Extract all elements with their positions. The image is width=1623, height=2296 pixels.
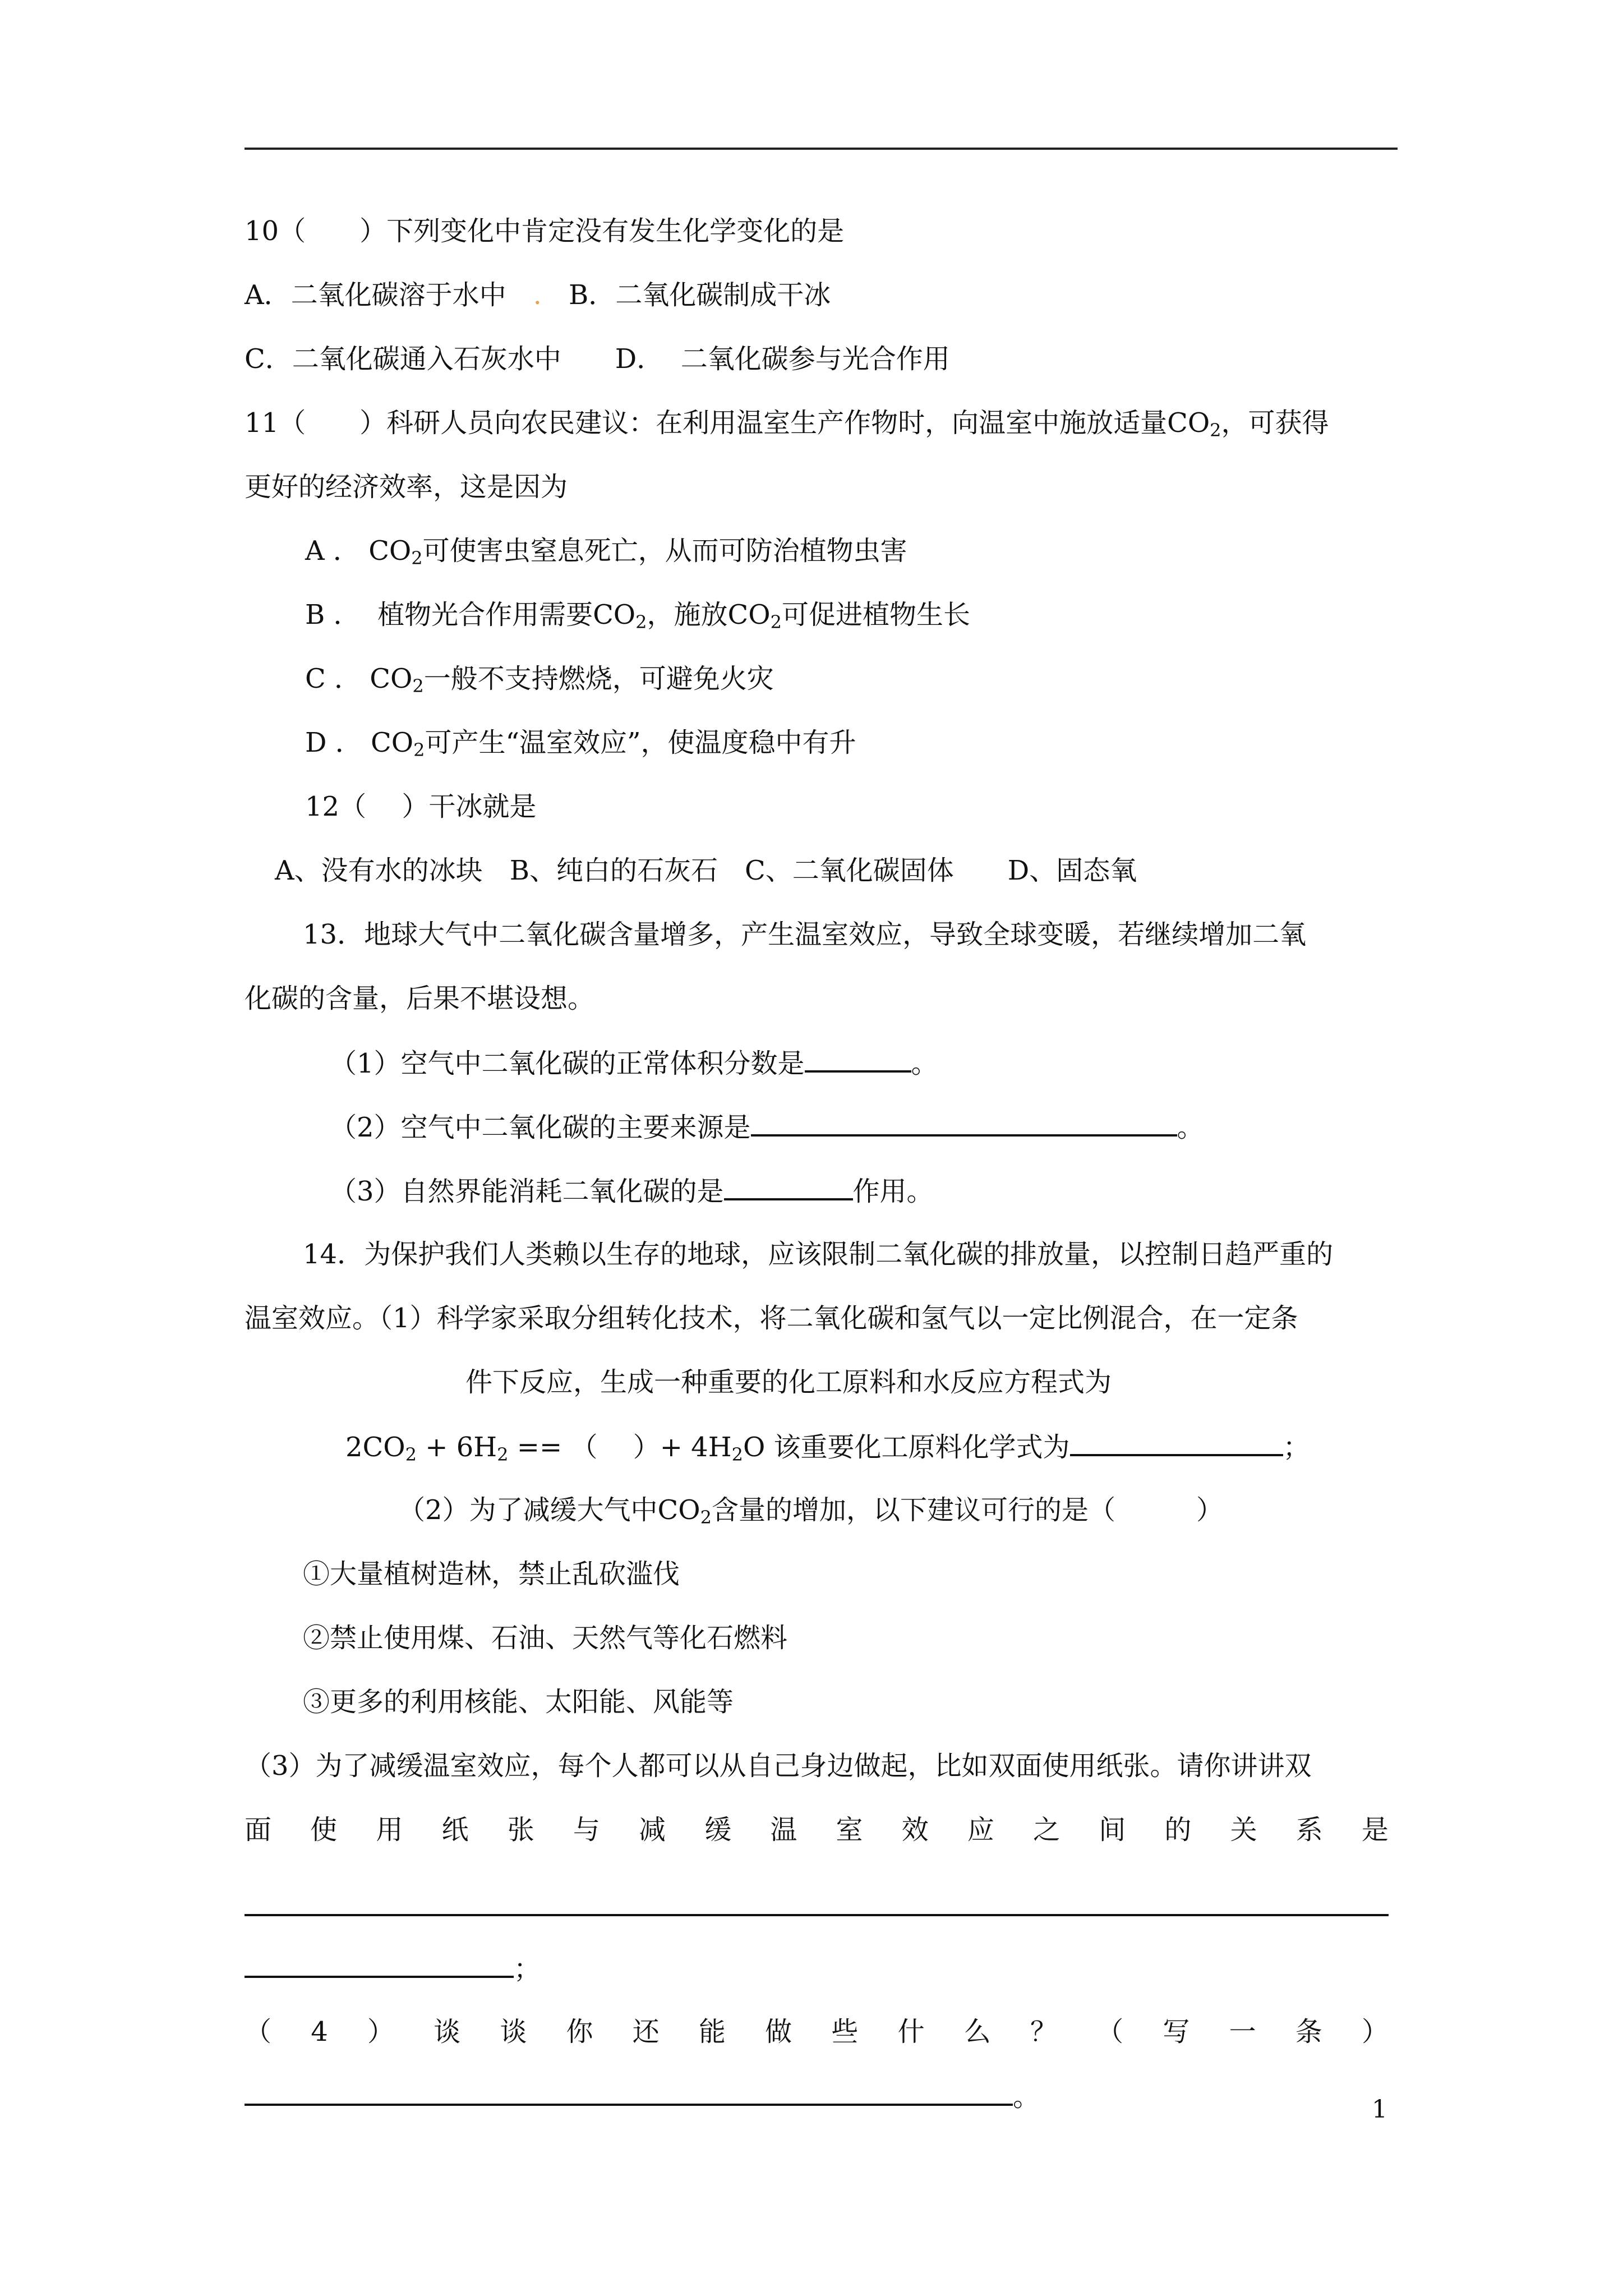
q10-option-a: A．二氧化碳溶于水中 bbox=[245, 279, 506, 311]
q11-option-c: C ． $CO_2$一般不支持燃烧，可避免火灾 bbox=[305, 663, 774, 697]
q14-equation: $2CO_2 + 6H_2$ == （ ）+ $4H_2O$ 该重要化工原料化学式为 ； bbox=[345, 1428, 1310, 1473]
answer-line[interactable] bbox=[245, 1914, 1389, 1916]
answer-blank[interactable] bbox=[751, 1108, 1177, 1137]
q12-options bbox=[275, 853, 1137, 889]
answer-blank[interactable] bbox=[245, 1950, 514, 1978]
q14-part4-line1: （ 4 ） 谈 谈 你 还 能 做 些 什 么 ？ （ 写 一 条 ） bbox=[245, 2016, 1389, 2047]
q12-stem: 12（ ）干冰就是 bbox=[305, 791, 537, 822]
q11-option-a: A ． $CO_2$可使害虫窒息死亡，从而可防治植物虫害 bbox=[305, 535, 907, 569]
q11-stem-line1: 11（ ）科研人员向农民建议：在利用温室生产作物时，向温室中施放适量$CO_2$，可获得 bbox=[245, 407, 1329, 441]
q13-part2: （2）空气中二氧化碳的主要来源是 。 bbox=[330, 1108, 1204, 1145]
q14-part3-line3: ； bbox=[245, 1950, 541, 1987]
q12-option-a: A、没有水的冰块 bbox=[275, 855, 483, 886]
page-number: 1 bbox=[1372, 2095, 1387, 2124]
q13-stem-line1: 13．地球大气中二氧化碳含量增多，产生温室效应，导致全球变暖，若继续增加二氧 bbox=[303, 919, 1307, 950]
q14-part2: （2）为了减缓大气中$CO_2$含量的增加，以下建议可行的是（ ） bbox=[398, 1494, 1223, 1528]
q14-part4-line2: 。 bbox=[245, 2078, 1040, 2115]
q10-option-b: B．二氧化碳制成干冰 bbox=[568, 279, 831, 311]
q14-stem-line3: 件下反应，生成一种重要的化工原料和水反应方程式为 bbox=[465, 1366, 1112, 1398]
q14-stem-line2: 温室效应。（1）科学家采取分组转化技术，将二氧化碳和氢气以一定比例混合，在一定条 bbox=[245, 1303, 1298, 1334]
q14-stem-line1: 14．为保护我们人类赖以生存的地球，应该限制二氧化碳的排放量，以控制日趋严重的 bbox=[303, 1239, 1334, 1270]
answer-blank[interactable] bbox=[724, 1172, 853, 1200]
q14-part3-line2: 面 使 用 纸 张 与 减 缓 温 室 效 应 之 间 的 关 系 是 bbox=[245, 1814, 1389, 1846]
q14-suggestion-3: ③更多的利用核能、太阳能、风能等 bbox=[303, 1686, 734, 1718]
q10-stem: 10（ ）下列变化中肯定没有发生化学变化的是 bbox=[245, 215, 845, 247]
q13-stem-line2: 化碳的含量，后果不堪设想。 bbox=[245, 983, 595, 1014]
q10-options-ab bbox=[245, 277, 831, 313]
q10-options-cd bbox=[245, 341, 950, 377]
answer-blank[interactable] bbox=[245, 2078, 1013, 2106]
answer-blank[interactable] bbox=[805, 1045, 911, 1073]
q10-option-d: D． 二氧化碳参与光合作用 bbox=[615, 343, 950, 375]
q14-suggestion-2: ②禁止使用煤、石油、天然气等化石燃料 bbox=[303, 1622, 788, 1654]
q10-option-c: C．二氧化碳通入石灰水中 bbox=[245, 343, 561, 375]
q12-option-d: D、固态氧 bbox=[1007, 855, 1137, 886]
q14-suggestion-1: ①大量植树造林，禁止乱砍滥伐 bbox=[303, 1558, 680, 1590]
q13-part1: （1）空气中二氧化碳的正常体积分数是 。 bbox=[330, 1045, 938, 1082]
stray-dot: . bbox=[506, 279, 569, 311]
header-rule bbox=[245, 148, 1398, 150]
q12-option-b: B、纯白的石灰石 bbox=[509, 855, 718, 886]
q13-part3: （3）自然界能消耗二氧化碳的是 作用。 bbox=[330, 1172, 934, 1209]
answer-blank[interactable] bbox=[1070, 1428, 1283, 1456]
q14-part3-line1: （3）为了减缓温室效应，每个人都可以从自己身边做起，比如双面使用纸张。请你讲讲双 bbox=[245, 1750, 1312, 1782]
q11-stem-line2: 更好的经济效率，这是因为 bbox=[245, 471, 568, 503]
q11-option-b: B ． 植物光合作用需要$CO_2$，施放$CO_2$可促进植物生长 bbox=[305, 599, 970, 633]
q11-option-d: D ． $CO_2$可产生“温室效应”，使温度稳中有升 bbox=[305, 727, 856, 761]
q12-option-c: C、二氧化碳固体 bbox=[744, 855, 954, 886]
